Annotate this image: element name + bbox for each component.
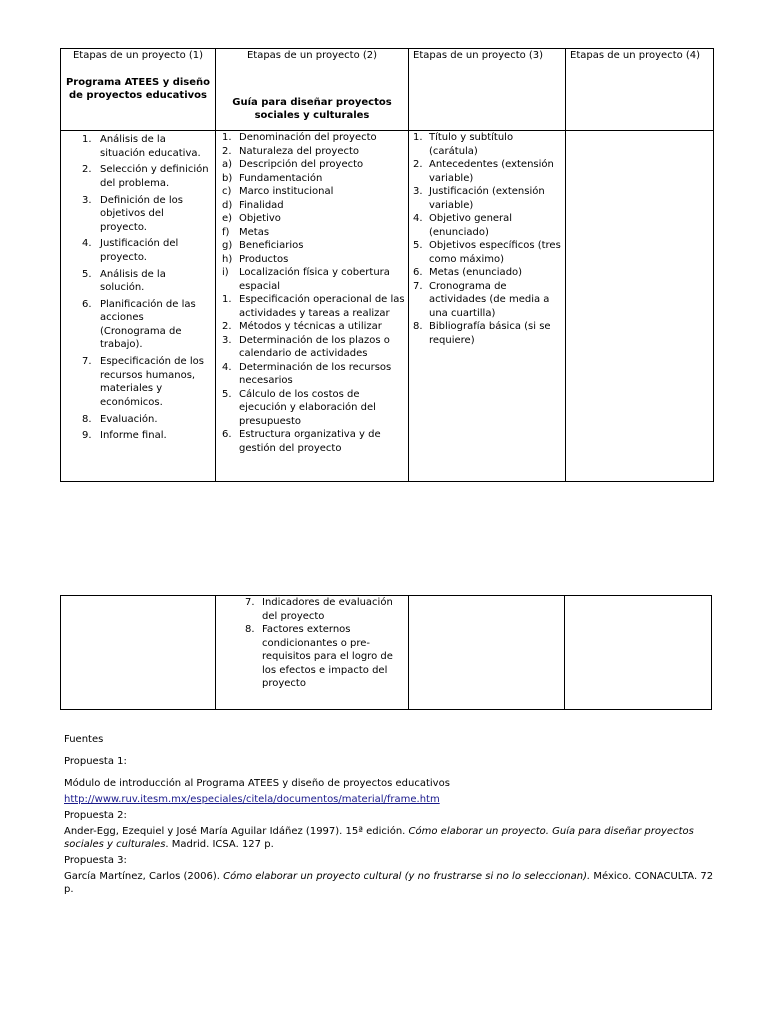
list-item-number: 5. bbox=[222, 388, 232, 400]
stages-table-continued bbox=[60, 595, 712, 710]
content-row bbox=[61, 131, 714, 482]
list-item-text: Determinación de los plazos o calendario de actividades bbox=[239, 334, 390, 359]
list-item bbox=[219, 212, 405, 226]
list-item-text: Especificación de los recursos humanos, materiales y económicos. bbox=[100, 356, 204, 408]
list-item bbox=[219, 239, 405, 253]
col2-cell bbox=[216, 131, 409, 482]
list-item-text: Selección y definición del problema. bbox=[100, 164, 209, 189]
p2-publisher: . Madrid. ICSA. 127 p. bbox=[165, 839, 274, 850]
col3-cell bbox=[409, 131, 566, 482]
list-item bbox=[219, 361, 405, 388]
list-item-number: 2. bbox=[222, 145, 232, 157]
list-item-text: Descripción del proyecto bbox=[239, 159, 364, 170]
header-cell-4 bbox=[566, 49, 714, 131]
header-label-2: Etapas de un proyecto (2) bbox=[246, 50, 378, 61]
col4-cell bbox=[566, 131, 714, 482]
list-item bbox=[64, 429, 212, 443]
list-item-text: Productos bbox=[239, 253, 289, 265]
list-item-text: Cálculo de los costos de ejecución y elaboración del presupuesto bbox=[239, 388, 376, 427]
col1-cell bbox=[61, 131, 216, 482]
list-item-text: Justificación del proyecto. bbox=[100, 238, 179, 263]
list-item bbox=[219, 266, 405, 293]
list-item bbox=[412, 239, 562, 266]
list-item-text: Análisis de la solución. bbox=[100, 268, 166, 294]
list-item-number: 7. bbox=[245, 597, 255, 608]
list-item bbox=[219, 388, 405, 429]
list-item bbox=[219, 185, 405, 199]
col1-list bbox=[64, 133, 212, 443]
list-item-number: 5. bbox=[413, 240, 423, 251]
header-label-1: Etapas de un proyecto (1) bbox=[72, 50, 204, 61]
list-item-number: 3. bbox=[82, 194, 92, 206]
list-item bbox=[64, 413, 212, 427]
list-item bbox=[219, 293, 405, 320]
list-item bbox=[219, 131, 405, 145]
list-item-text: Evaluación. bbox=[100, 413, 158, 425]
header-label-4: Etapas de un proyecto (4) bbox=[570, 50, 701, 61]
list-item-number: 3. bbox=[222, 334, 232, 346]
list-item bbox=[219, 199, 405, 213]
list-item bbox=[219, 334, 405, 361]
list-item-number: g) bbox=[222, 240, 233, 251]
list-item bbox=[219, 145, 405, 159]
col3-list bbox=[412, 131, 562, 347]
list-item-number: 9. bbox=[82, 430, 92, 442]
proposal-2-citation bbox=[64, 825, 714, 851]
col1-title: Programa ATEES y diseño de proyectos educativos bbox=[65, 76, 211, 101]
sources-heading: Fuentes bbox=[64, 734, 104, 745]
list-item-text: Planificación de las acciones (Cronograma de trabajo). bbox=[100, 298, 196, 351]
list-item-number: c) bbox=[222, 186, 232, 197]
list-item-text: Metas bbox=[239, 226, 270, 238]
list-item-text: Fundamentación bbox=[239, 172, 323, 184]
cont-col3-cell bbox=[409, 596, 565, 710]
list-item-text: Título y subtítulo (carátula) bbox=[429, 132, 514, 157]
list-item bbox=[412, 266, 562, 280]
list-item bbox=[64, 133, 212, 160]
list-item-text: Especificación operacional de las actividades y tareas a realizar bbox=[239, 294, 405, 319]
list-item-number: 7. bbox=[413, 280, 423, 292]
list-item-number: 1. bbox=[222, 132, 232, 143]
sources-section bbox=[64, 733, 714, 896]
list-item-number: 1. bbox=[82, 134, 92, 145]
p3-author: García Martínez, Carlos (2006). bbox=[64, 871, 224, 882]
list-item-number: 5. bbox=[82, 268, 92, 280]
list-item-number: 8. bbox=[413, 321, 423, 332]
list-item-number: 4. bbox=[82, 238, 92, 250]
list-item-number: 1. bbox=[222, 294, 232, 305]
proposal-1-text: Módulo de introducción al Programa ATEES y diseño de proyectos educativos bbox=[64, 778, 450, 789]
list-item-number: i) bbox=[222, 267, 229, 278]
list-item-text: Indicadores de evaluación del proyecto bbox=[262, 597, 393, 622]
p3-publisher: México. CONACULTA. 72 p. bbox=[64, 871, 714, 895]
list-item-text: Cronograma de actividades (de media a una cuartilla) bbox=[429, 280, 550, 319]
continued-row bbox=[61, 596, 712, 710]
list-item-number: 8. bbox=[245, 624, 255, 635]
list-item-number: 2. bbox=[413, 159, 423, 170]
list-item bbox=[219, 320, 405, 334]
list-item-text: Localización física y cobertura espacial bbox=[239, 267, 390, 292]
stages-table bbox=[60, 48, 714, 482]
p3-title: Cómo elaborar un proyecto cultural (y no frustrarse si no lo seleccionan). bbox=[223, 871, 591, 882]
list-item-number: 4. bbox=[413, 213, 423, 224]
proposal-3-citation bbox=[64, 870, 714, 896]
list-item-number: 2. bbox=[82, 164, 92, 176]
header-cell-1 bbox=[61, 49, 216, 131]
list-item bbox=[64, 268, 212, 295]
list-item-text: Justificación (extensión variable) bbox=[429, 186, 545, 211]
list-item bbox=[64, 194, 212, 235]
list-item bbox=[64, 163, 212, 190]
list-item bbox=[219, 226, 405, 240]
col2-sublist bbox=[219, 158, 405, 293]
proposal-3-label: Propuesta 3: bbox=[64, 855, 127, 866]
list-item-number: 8. bbox=[82, 413, 92, 425]
list-item bbox=[412, 320, 562, 347]
list-item-number: 2. bbox=[222, 321, 232, 332]
list-item bbox=[64, 237, 212, 264]
list-item-text: Objetivos específicos (tres como máximo) bbox=[429, 240, 561, 265]
col2-list-b bbox=[219, 293, 405, 455]
list-item-number: 6. bbox=[222, 429, 232, 440]
list-item-text: Finalidad bbox=[239, 199, 284, 211]
col2-list-a bbox=[219, 131, 405, 158]
list-item bbox=[64, 355, 212, 409]
header-cell-2 bbox=[216, 49, 409, 131]
col2-title: Guía para diseñar proyectos sociales y culturales bbox=[232, 96, 392, 121]
list-item-number: b) bbox=[222, 172, 233, 184]
list-item bbox=[412, 280, 562, 321]
list-item-text: Estructura organizativa y de gestión del proyecto bbox=[239, 429, 381, 454]
list-item-number: 3. bbox=[413, 186, 423, 197]
list-item bbox=[219, 428, 405, 455]
proposal-1-link[interactable]: http://www.ruv.itesm.mx/especiales/citela/documentos/material/frame.htm bbox=[64, 794, 440, 805]
list-item-text: Metas (enunciado) bbox=[429, 267, 523, 278]
list-item-number: 7. bbox=[82, 356, 92, 368]
list-item-text: Factores externos condicionantes o pre-requisitos para el logro de los efectos e impacto del proyecto bbox=[262, 624, 393, 689]
list-item-number: h) bbox=[222, 253, 233, 265]
col2-list-c bbox=[219, 596, 405, 691]
cont-col4-cell bbox=[565, 596, 712, 710]
list-item-text: Denominación del proyecto bbox=[239, 132, 377, 143]
header-cell-3 bbox=[409, 49, 566, 131]
list-item-text: Objetivo bbox=[239, 213, 281, 224]
list-item-number: 6. bbox=[413, 267, 423, 278]
list-item-text: Bibliografía básica (si se requiere) bbox=[429, 321, 551, 346]
list-item-text: Determinación de los recursos necesarios bbox=[239, 361, 392, 386]
list-item bbox=[412, 131, 562, 158]
list-item bbox=[412, 158, 562, 185]
proposal-1-label: Propuesta 1: bbox=[64, 756, 127, 767]
p2-author: Ander-Egg, Ezequiel y José María Aguilar Idáñez (1997). 15ª edición. bbox=[64, 826, 409, 837]
list-item-text: Antecedentes (extensión variable) bbox=[429, 159, 554, 184]
list-item-number: 4. bbox=[222, 361, 232, 373]
list-item-number: d) bbox=[222, 199, 233, 211]
list-item bbox=[64, 298, 212, 352]
list-item-number: 1. bbox=[413, 132, 423, 143]
list-item-text: Objetivo general (enunciado) bbox=[429, 213, 513, 238]
p2-title: Cómo elaborar un proyecto. Guía para diseñar proyectos sociales y culturales bbox=[64, 826, 694, 850]
list-item-number: a) bbox=[222, 159, 233, 170]
list-item-text: Análisis de la situación educativa. bbox=[100, 134, 201, 159]
list-item-text: Métodos y técnicas a utilizar bbox=[239, 321, 382, 332]
cont-col2-cell bbox=[216, 596, 409, 710]
list-item bbox=[412, 212, 562, 239]
cont-col1-cell bbox=[61, 596, 216, 710]
proposal-2-label: Propuesta 2: bbox=[64, 810, 127, 821]
list-item-text: Definición de los objetivos del proyecto. bbox=[100, 194, 183, 233]
list-item bbox=[219, 172, 405, 186]
list-item-number: e) bbox=[222, 213, 233, 224]
list-item bbox=[412, 185, 562, 212]
list-item-number: 6. bbox=[82, 298, 92, 310]
list-item-number: f) bbox=[222, 226, 230, 238]
header-row bbox=[61, 49, 714, 131]
list-item-text: Marco institucional bbox=[239, 186, 334, 197]
list-item bbox=[219, 596, 405, 623]
list-item-text: Naturaleza del proyecto bbox=[239, 145, 360, 157]
header-label-3: Etapas de un proyecto (3) bbox=[413, 50, 544, 61]
list-item bbox=[219, 623, 405, 691]
list-item-text: Informe final. bbox=[100, 430, 167, 442]
list-item-text: Beneficiarios bbox=[239, 240, 304, 251]
list-item bbox=[219, 158, 405, 172]
list-item bbox=[219, 253, 405, 267]
